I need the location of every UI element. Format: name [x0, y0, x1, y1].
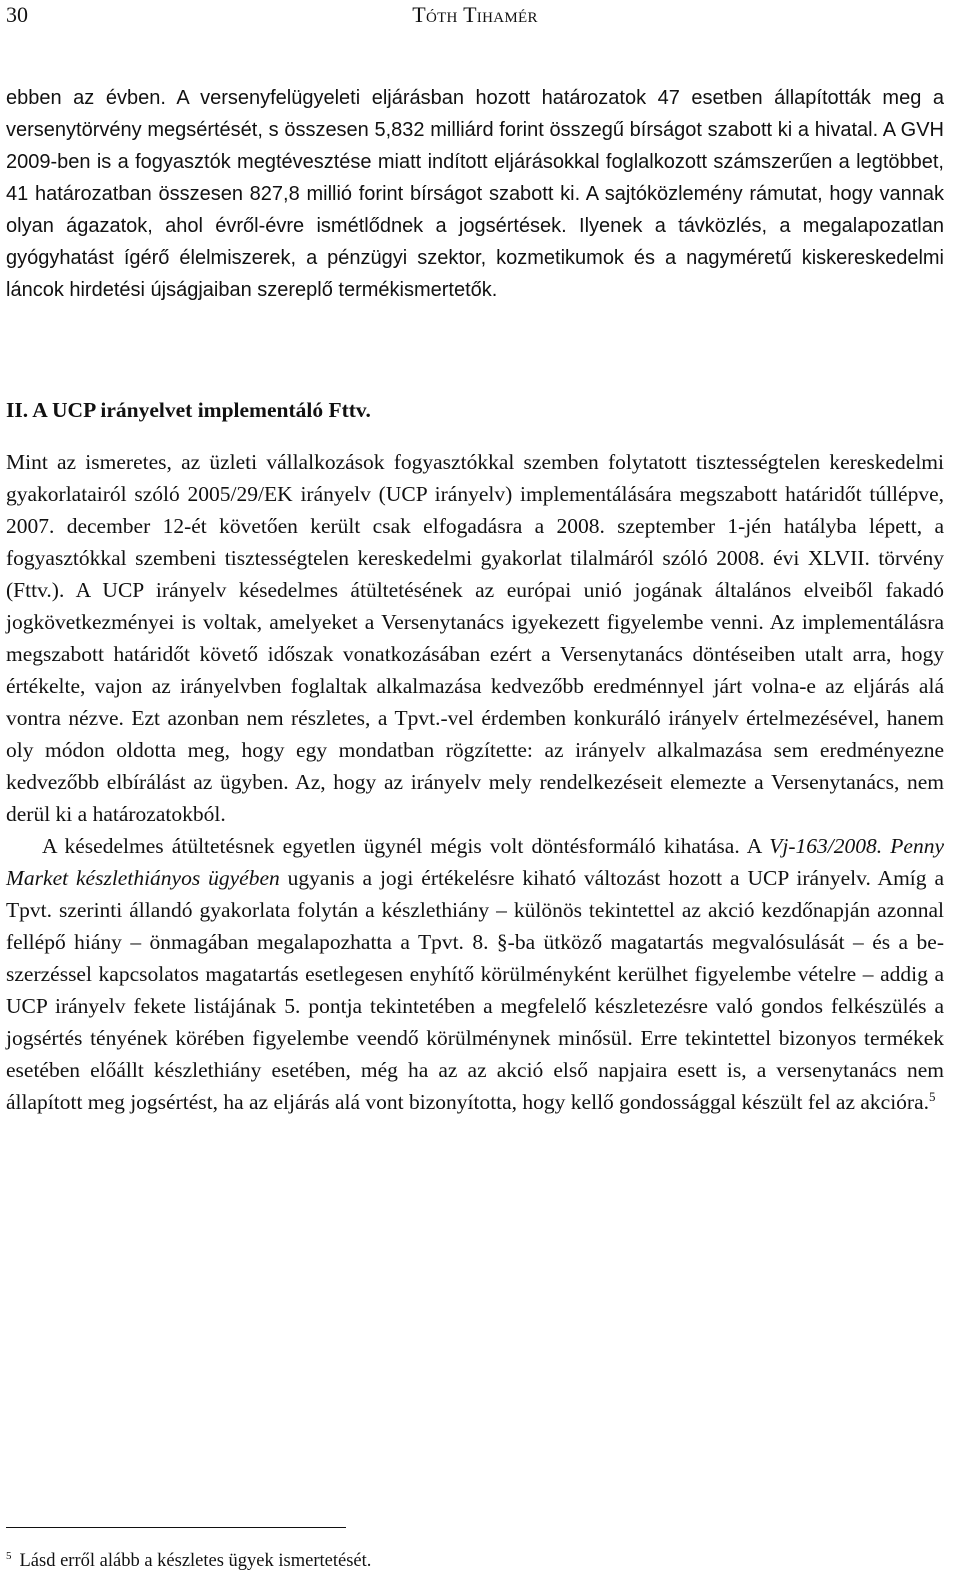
paragraph-3 — [6, 830, 944, 1118]
running-head: Tóth Tihamér — [412, 2, 538, 27]
body-text — [6, 82, 944, 306]
paragraph-2: Mint az ismeretes, az üzleti vállalkozások fogyasztókkal szemben folytatott tisztességtelen kereskedelmi gyakorlatairól szóló 2005/29/EK irányelv (UCP irányelv) implementálására megszabott határidőt túllépve, 2007. december 12-ét követően került csak elfogadásra a 2008. szeptember 1-jén hatályba lépett, a fogyasztókkal szembeni tisztességtelen kereskedelmi gyakorlat tilalmáról szóló 2008. évi XLVII. törvény (Fttv.). A UCP irányelv késedelmes átültetésének az európai unió jogának általános elveiből fakadó jogkövetkezményei is voltak, amelyeket a Versenytanács igyekezett figyelembe venni. Az implementálásra megszabott határidőt követő időszak vonatkozásában ezért a Versenytanács döntéseiben utalt arra, hogy értékelte, vajon az irányelvben foglaltak alkalmazása kedvezőbb eredménnyel járt volna-e az eljárás alá vontra nézve. Ezt azonban nem részletes, a Tpvt.-vel érdemben konkuráló irányelv értelmezésével, hanem oly módon oldotta meg, hogy egy mondatban rögzítette: az irányelv alkalmazása sem eredményezne kedvezőbb elbírálást az ügyben. Az, hogy az irányelv mely rendelkezéseit elemezte a Versenytanács, nem derül ki a határozatokból. — [6, 450, 944, 826]
section-heading: II. A UCP irányelvet implementáló Fttv. — [6, 398, 371, 422]
case-name: Vj-163/2008. Penny Market készlethiányos ügyében — [6, 834, 944, 890]
footnote-text: Lásd erről alább a készletes ügyek ismertetését. — [19, 1551, 372, 1571]
section-body — [6, 446, 944, 1118]
footnote-number: 5 — [6, 1549, 12, 1562]
footnote-divider — [6, 1527, 346, 1528]
paragraph-1: ebben az évben. A versenyfelügyeleti eljárásban hozott határozatok 47 esetben állapították meg a versenytörvény megsértését, s összesen 5,832 milliárd forint összegű bírságot szabott ki a hivatal. A GVH 2009-ben is a fogyasztók megtévesztése miatt indított eljárásokkal foglalkozott számszerűen a legtöbbet, 41 határozatban összesen 827,8 millió forint bírságot szabott ki. A sajtóközlemény rámutat, hogy vannak olyan ágazatok, ahol évről-évre ismétlődnek a jogsértések. Ilyenek a távközlés, a megalapozatlan gyógyhatást ígérő élelmiszerek, a pénzügyi szektor, kozmetikumok és a nagyméretű kiskereskedelmi láncok hirdetési újságjaiban szereplő termékismertetők. — [6, 87, 944, 301]
footnote — [6, 1548, 944, 1574]
page-header — [6, 0, 944, 30]
paragraph-3-lead: A késedelmes átültetésnek egyetlen ügynél mégis volt döntésformáló kihatása. A — [42, 834, 770, 858]
footnote-reference[interactable]: 5 — [929, 1088, 936, 1104]
page-number: 30 — [6, 2, 28, 27]
paragraph-3-rest: ugyanis a jogi értékelésre kiható változást hozott a UCP irányelv. Amíg a Tpvt. szerinti állandó gyakorlata folytán a készlethiány – különös tekintettel az akció kezdőnapján azonnal fellépő hiány – önmagában megalapozhatta a Tpvt. 8. §-ba ütköző magatartás megvalósulását – és a beszerzéssel kapcsolatos magatartás esetlegesen enyhítő körülményként kerülhet figyelembe vételre – addig a UCP irányelv fekete listájának 5. pontja tekintetében a megfelelő készletezésre való gondos felkészülés a jogsértés tényének körében figyelembe veendő körülménynek minősül. Erre tekintettel bizonyos termékek esetében előállt készlethiány esetében, még ha az az akció első napjaira esett is, a versenytanács nem állapított meg jogsértést, ha az eljárás alá vont bizonyította, hogy kellő gondossággal készült fel az akcióra. — [6, 866, 944, 1114]
